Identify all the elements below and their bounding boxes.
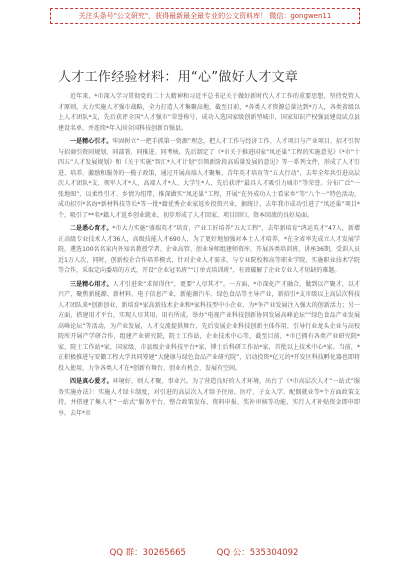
document-title: 人才工作经验材料：用“心”做好人才文章	[58, 70, 299, 85]
paragraph-lead: 四是真心爱才。	[70, 378, 113, 385]
paragraph-lead: 三是精心用才。	[70, 280, 113, 288]
qq-group-number: QQ 群：30265665	[109, 548, 186, 558]
paragraph-lead: 一是精心引才。	[70, 138, 113, 145]
paragraph-cultivate-talent: 二是悉心育才。*市大力实施“盛瑞英才”培育，产业工匠培养“五大工程”，去年新培育“鸿运英才”47人，新增正高级专业技术人才36人，高级技能人才690人，为了更好地加强对本土人才培养，*在全省率先成立人才发展学院，遴选100名名家内外知名教授学者、企业高管、创业导师组建师资库，开展各类培训班，讲座36期，受训人员近1万人次，同时，创新校企合作培养模式，针对企业人才需求，与专业院校和高等职业学院，实施职业技术学院等合作，采取定向委培的方式，开设“企业冠名班”“订单式培训班”，有效破解了企业专业人才短缺的难题。	[58, 225, 360, 274]
document-body	[58, 92, 360, 422]
promo-banner-text: 关注头条号"公文研究"，获得最新最全最专业的公文资料库！ 微信：gongwen11	[78, 12, 332, 20]
paragraph-care-talent: 四是真心爱才。环境好，则人才聚、事业兴。为了营造良好的人才环境，出台了《*市高层次人才“一站式”服务实施办法》：实施人才绿卡制度，对引进的高层次人才给予住房、医疗、子女入学、配偶就业等*个方面政策支持，并搭建了集人才“一站式”服务平台，整合政策发布、资料申报、奖补审核等功能，实行人才补贴资金即申即享。去年*市	[58, 378, 360, 417]
qq-public-number: QQ 公：535304092	[216, 548, 299, 558]
promo-banner	[50, 8, 360, 24]
paragraph-attract-talent: 一是精心引才。牢固树立“一把手抓第一资源”理念，把人才工作与经济工作、人才项目与产业项目、招才引智与招商引资同规划、同部署、同推进、同考核。先后制定了《*市关于推进国家“凤还巢”工程的实施意见》《*市“十四五”人才发展规划》和《关于实施“智汇*人才计划”引领新阶段高质量发展的意见》等一系列文件，形成了人才引进、培养、激励和服务的一揽子政策，通过开展高端人才聚集、青年英才培育等“五大行动”，去年全年共引进高层次人才团队*支、领军人才*人、高端人才*人、大学生*人，先后获评“最具人才吸引力城市”等荣誉。分布广泛“一张地图”、以柔性引才、乡情为纽带，推深做实“凤还巢”工程，开展“在外成功人士看家乡”等“八个一”特色活动，成功招引*名海*新材科技等长*等一批*籍优秀企业家返乡投资兴业，据统计，去年我市成功引进了“凤还巢”项目*个，吸引了**名*籍人才返乡创业就业，初步形成了人才回家、项目回归、资本回流的良好局面。	[58, 138, 360, 219]
paragraph-use-talent: 三是精心用才。人才引进来“求留得住”，更要“人尽其才”。一方面，*市深化产才融合，做到以产聚才，以才兴产，聚焦新能源、新材料、电子信息产业，新能源汽车、绿色食品等主导产业，新招引*支市级以上高层次科技人才团队来*创新创业，新培育*家高新技术企业和*家科技型中小企业，为*争产业发展注入强大的创新活力；另一方面，搭建用才平台，实现人尽其用，用有所成。举办“电视产业科技创新协同发展高峰论坛”“绿色食品产业发展高峰论坛”等活动，为产业发展，人才交流提供舞台，先后发展企业科技创新主体作用，引导行业龙头企业与高校院所开展产学研合作，组建产业研究院，院士工作站，企业技术中心等，截至目前，*市已拥有各类产业研究院*家，院士工作站*家，国家级、市县级企业科技平台*家，博士后科研工作站*家，首批以上技术中心*家。当前，*正积极推进与安徽工程大学共同筹建“大健康与绿色食品产业研究院”，启动投资*亿元的*开发区科技孵化器也即将投入使用，力争各类人才在*创新有舞台、创业有机会、发展有空间。	[58, 280, 360, 372]
page-footer	[0, 546, 408, 558]
paragraph-intro: 近年来，*市深入学习贯彻党的二十大精神和习近平总书记关于做好新时代人才工作的重要思想，坚持党管人才原则，大力实施人才强市战略，全力打造人才集聚高地，截至目前，*各类人才资源总量达到*万人，各类省级以上人才团队*支，先后获评全国“人才强市”荣誉称号，成功入选国家级创新型城市，国家知识产权强县建设试点县建设名单，并连续*年入围全国科技创新百强县。	[58, 93, 360, 132]
paragraph-lead: 二是悉心育才。	[70, 225, 113, 232]
